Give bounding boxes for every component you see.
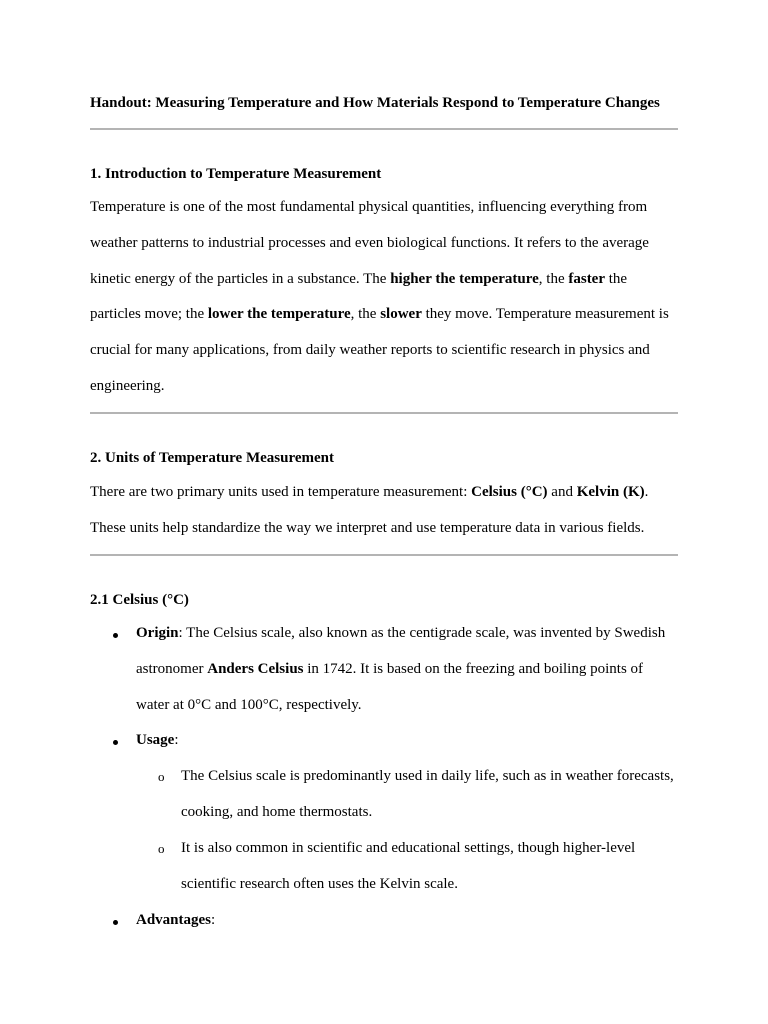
bold-text: Celsius (°C) bbox=[471, 484, 548, 500]
text-run: , the bbox=[538, 270, 569, 287]
bullet-disc-icon bbox=[113, 920, 118, 925]
list-item-usage bbox=[136, 723, 678, 759]
bold-text: Advantages bbox=[136, 912, 212, 928]
introduction-paragraph bbox=[90, 190, 678, 405]
text-run: Temperature is one of the most fundamental physical quantities, influencing everything from weather patterns to industrial processes and even biological functions. It refers to the average kinetic energy of the particles in a substance. The bbox=[90, 199, 649, 287]
text-run: : bbox=[211, 912, 216, 928]
section-heading-introduction: 1. Introduction to Temperature Measurement bbox=[90, 166, 382, 182]
list-item-origin bbox=[136, 616, 678, 723]
list-item-usage-scientific: It is also common in scientific and educational settings, though higher-level scientific research often uses the Kelvin scale. bbox=[181, 840, 636, 892]
text-run: There are two primary units used in temperature measurement: bbox=[90, 484, 472, 500]
bold-text: faster bbox=[568, 270, 606, 287]
bold-text: Kelvin (K) bbox=[576, 484, 645, 500]
horizontal-rule bbox=[90, 412, 678, 414]
text-run: and bbox=[547, 484, 577, 500]
bold-text: Origin bbox=[136, 625, 179, 641]
bullet-disc-icon bbox=[113, 633, 118, 638]
text-run: the particles move; the bbox=[90, 270, 628, 323]
list-item-advantages bbox=[136, 903, 678, 939]
bold-text: Usage bbox=[136, 732, 175, 748]
bold-text: higher the temperature bbox=[390, 270, 539, 287]
text-run: they move. Temperature measurement is crucial for many applications, from daily weather reports to scientific research in physics and engineering. bbox=[90, 306, 669, 394]
text-run: . These units help standardize the way we interpret and use temperature data in various fields. bbox=[90, 484, 649, 536]
bullet-disc-icon bbox=[113, 740, 118, 745]
horizontal-rule bbox=[90, 554, 678, 556]
handout-title: Handout: Measuring Temperature and How Materials Respond to Temperature Changes bbox=[90, 95, 660, 111]
text-run: : bbox=[174, 732, 179, 748]
list-item-usage-daily: The Celsius scale is predominantly used in daily life, such as in weather forecasts, cooking, and home thermostats. bbox=[181, 768, 674, 820]
bullet-circle-icon: o bbox=[158, 841, 165, 856]
text-run: : The Celsius scale, also known as the centigrade scale, was invented by Swedish astronomer bbox=[136, 625, 666, 677]
bold-text: lower the temperature bbox=[207, 306, 351, 323]
units-paragraph bbox=[90, 475, 678, 547]
section-heading-units: 2. Units of Temperature Measurement bbox=[90, 450, 334, 466]
bullet-circle-icon: o bbox=[158, 769, 165, 784]
horizontal-rule bbox=[90, 128, 678, 130]
section-heading-celsius: 2.1 Celsius (°C) bbox=[90, 592, 189, 608]
bold-text: Anders Celsius bbox=[207, 660, 304, 677]
text-run: , the bbox=[350, 306, 381, 323]
bold-text: slower bbox=[380, 306, 422, 323]
text-run: in 1742. It is based on the freezing and boiling points of water at 0°C and 100°C, respectively. bbox=[136, 660, 644, 713]
